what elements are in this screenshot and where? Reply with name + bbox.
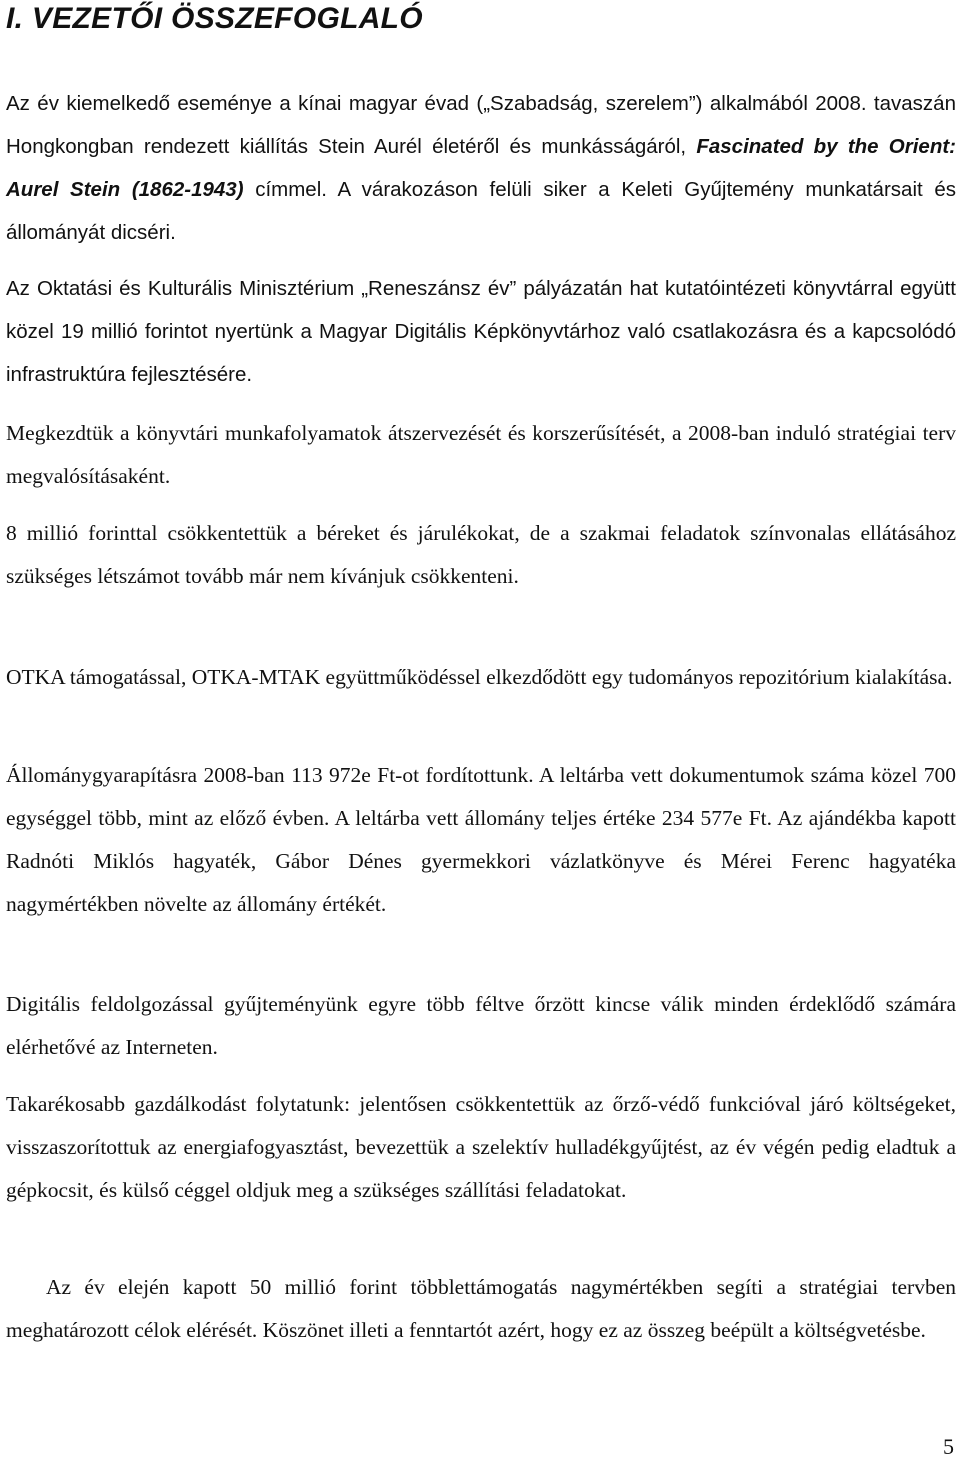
paragraph-text: címmel. A várakozáson felüli siker a Keleti Gyűjtemény munkatársait és állományát dicséri. (6, 178, 956, 244)
paragraph-stein-exhibition (6, 82, 956, 254)
paragraph-savings: Takarékosabb gazdálkodást folytatunk: jelentősen csökkentettük az őrző-védő funkcióval járó költségeket, visszaszorítottuk az energiafogyasztást, bevezettük a szelektív hulladékgyűjtést, az év végén pedig eladtuk a gépkocsit, és külső céggel oldjuk meg a szükséges szállítási feladatokat. (6, 1092, 956, 1202)
paragraph-text: Az év kiemelkedő eseménye a kínai magyar évad („Szabadság, szerelem”) alkalmából 2008. tavaszán Hongkongban rendezett kiállítás Stein Aurél életéről és munkásságáról, (6, 92, 956, 158)
page-number: 5 (943, 1434, 954, 1459)
section-heading: I. VEZETŐI ÖSSZEFOGLALÓ (6, 2, 423, 35)
exhibition-title: Fascinated by the Orient: Aurel Stein (1862-1943) (6, 135, 956, 201)
paragraph-workflow-reorganization: Megkezdtük a könyvtári munkafolyamatok átszervezését és korszerűsítését, a 2008-ban induló stratégiai terv megvalósításaként. (6, 421, 956, 488)
paragraph-otka-repository: OTKA támogatással, OTKA-MTAK együttműködéssel elkezdődött egy tudományos repozitórium kialakítása. (6, 665, 953, 689)
paragraph-wage-reduction: 8 millió forinttal csökkentettük a béreket és járulékokat, de a szakmai feladatok színvonalas ellátásához szükséges létszámot tovább már nem kívánjuk csökkenteni. (6, 521, 956, 588)
paragraph-digitization: Digitális feldolgozással gyűjteményünk egyre több féltve őrzött kincse válik minden érdeklődő számára elérhetővé az Interneten. (6, 992, 956, 1059)
paragraph-acquisitions: Állománygyarapításra 2008-ban 113 972e Ft-ot fordítottunk. A leltárba vett dokumentumok száma közel 700 egységgel több, mint az előző évben. A leltárba vett állomány teljes értéke 234 577e Ft. Az ajándékba kapott Radnóti Miklós hagyaték, Gábor Dénes gyermekkori vázlatkönyve és Mérei Ferenc hagyatéka nagymértékben növelte az állomány értékét. (6, 763, 956, 916)
paragraph-renaissance-grant: Az Oktatási és Kulturális Minisztérium „Reneszánsz év” pályázatán hat kutatóintézeti könyvtárral együtt közel 19 millió forintot nyertünk a Magyar Digitális Képkönyvtárhoz való csatlakozásra és a kapcsolódó infrastruktúra fejlesztésére. (6, 277, 956, 386)
paragraph-extra-funding: Az év elején kapott 50 millió forint többlettámogatás nagymértékben segíti a stratégiai tervben meghatározott célok elérését. Köszönet illeti a fenntartót azért, hogy ez az összeg beépült a költségvetésbe. (6, 1275, 956, 1342)
